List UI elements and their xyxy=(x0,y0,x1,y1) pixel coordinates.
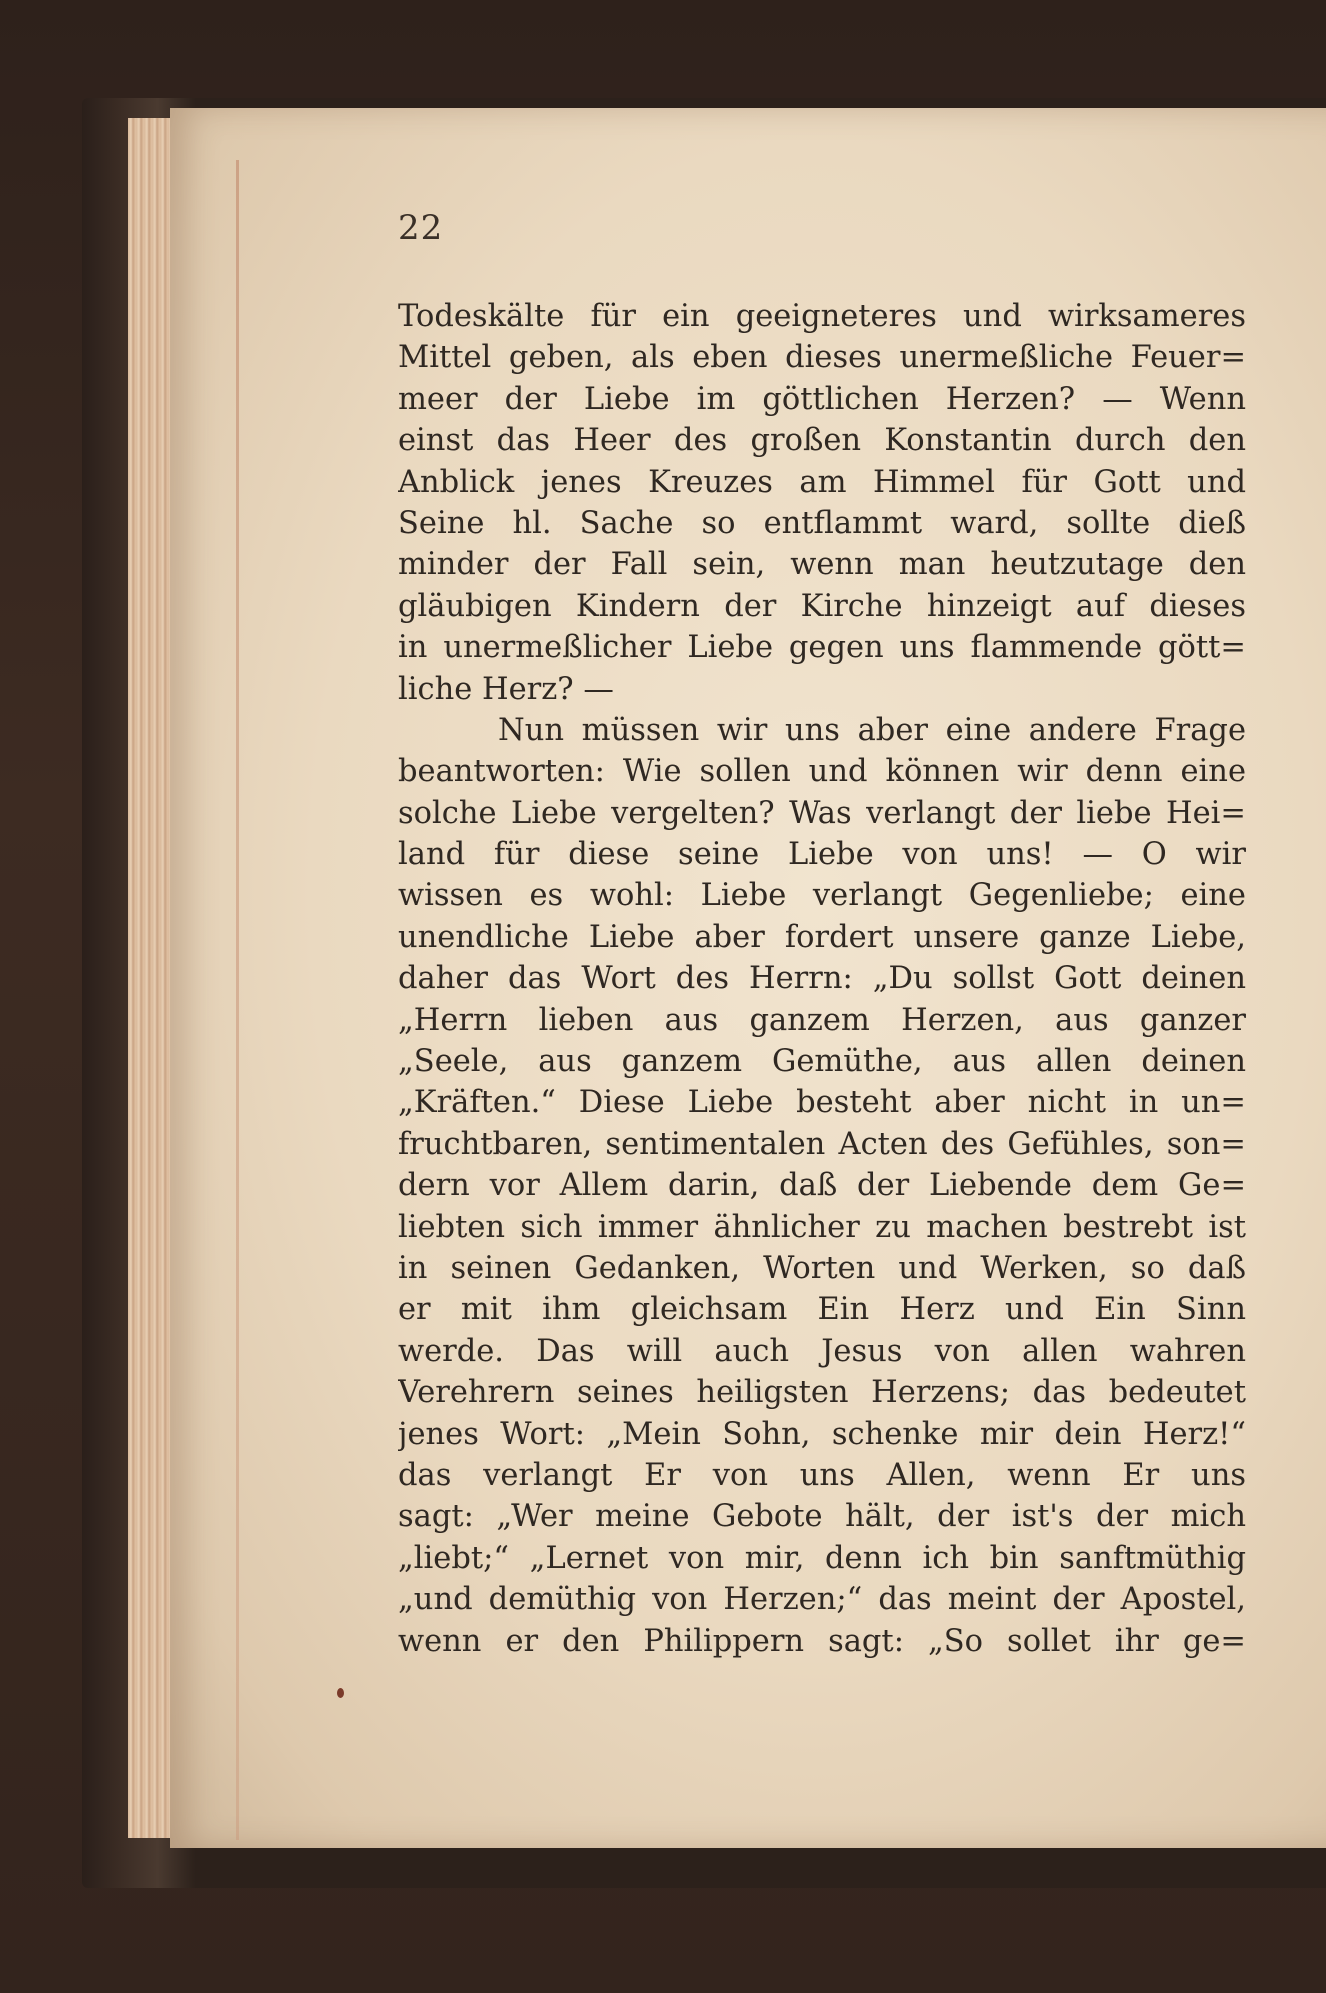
text-line: in unermeßlicher Liebe gegen uns flammende gött= xyxy=(398,630,1246,666)
text-line: „und demüthig von Herzen;“ das meint der Apostel, xyxy=(398,1582,1246,1618)
ink-spot xyxy=(337,1688,344,1698)
text-line: unendliche Liebe aber fordert unsere ganze Liebe, xyxy=(398,919,1246,955)
text-line: das verlangt Er von uns Allen, wenn Er uns xyxy=(398,1457,1246,1493)
text-line: liche Herz? — xyxy=(398,671,614,707)
text-line: „Kräften.“ Diese Liebe besteht aber nicht in un= xyxy=(398,1085,1246,1121)
text-line: liebten sich immer ähnlicher zu machen bestrebt ist xyxy=(398,1209,1246,1245)
text-line: „Seele, aus ganzem Gemüthe, aus allen deinen xyxy=(398,1044,1246,1080)
text-line: Seine hl. Sache so entflammt ward, sollte dieß xyxy=(398,505,1246,541)
text-line: „liebt;“ „Lernet von mir, denn ich bin sanftmüthig xyxy=(398,1540,1246,1576)
text-line: wissen es wohl: Liebe verlangt Gegenliebe; eine xyxy=(398,878,1246,914)
text-line: meer der Liebe im göttlichen Herzen? — Wenn xyxy=(398,381,1246,417)
text-line: „Herrn lieben aus ganzem Herzen, aus ganzer xyxy=(398,1002,1246,1038)
text-line: Mittel geben, als eben dieses unermeßliche Feuer= xyxy=(398,340,1246,376)
text-line: jenes Wort: „Mein Sohn, schenke mir dein Herz!“ xyxy=(398,1416,1246,1452)
page-number: 22 xyxy=(398,208,444,248)
text-line: Anblick jenes Kreuzes am Himmel für Gott und xyxy=(398,464,1246,500)
text-line: fruchtbaren, sentimentalen Acten des Gefühles, son= xyxy=(398,1126,1246,1162)
text-line: einst das Heer des großen Konstantin durch den xyxy=(398,423,1246,459)
text-line: Nun müssen wir uns aber eine andere Frage xyxy=(498,712,1246,748)
gutter-line xyxy=(236,160,239,1840)
text-line: Verehrern seines heiligsten Herzens; das bedeutet xyxy=(398,1375,1246,1411)
text-line: wenn er den Philippern sagt: „So sollet ihr ge= xyxy=(398,1623,1246,1659)
text-line: beantworten: Wie sollen und können wir denn eine xyxy=(398,754,1246,790)
text-line: sagt: „Wer meine Gebote hält, der ist's der mich xyxy=(398,1499,1246,1535)
text-line: er mit ihm gleichsam Ein Herz und Ein Sinn xyxy=(398,1292,1246,1328)
text-line: werde. Das will auch Jesus von allen wahren xyxy=(398,1333,1246,1369)
text-line: daher das Wort des Herrn: „Du sollst Gott deinen xyxy=(398,961,1246,997)
body-text xyxy=(398,296,1246,1662)
text-line: minder der Fall sein, wenn man heutzutage den xyxy=(398,547,1246,583)
text-line: dern vor Allem darin, daß der Liebende dem Ge= xyxy=(398,1168,1246,1204)
text-line: land für diese seine Liebe von uns! — O wir xyxy=(398,837,1246,873)
text-line: solche Liebe vergelten? Was verlangt der liebe Hei= xyxy=(398,795,1246,831)
text-line: gläubigen Kindern der Kirche hinzeigt auf dieses xyxy=(398,588,1246,624)
text-line: in seinen Gedanken, Worten und Werken, so daß xyxy=(398,1250,1246,1286)
text-line: Todeskälte für ein geeigneteres und wirksameres xyxy=(398,299,1246,334)
